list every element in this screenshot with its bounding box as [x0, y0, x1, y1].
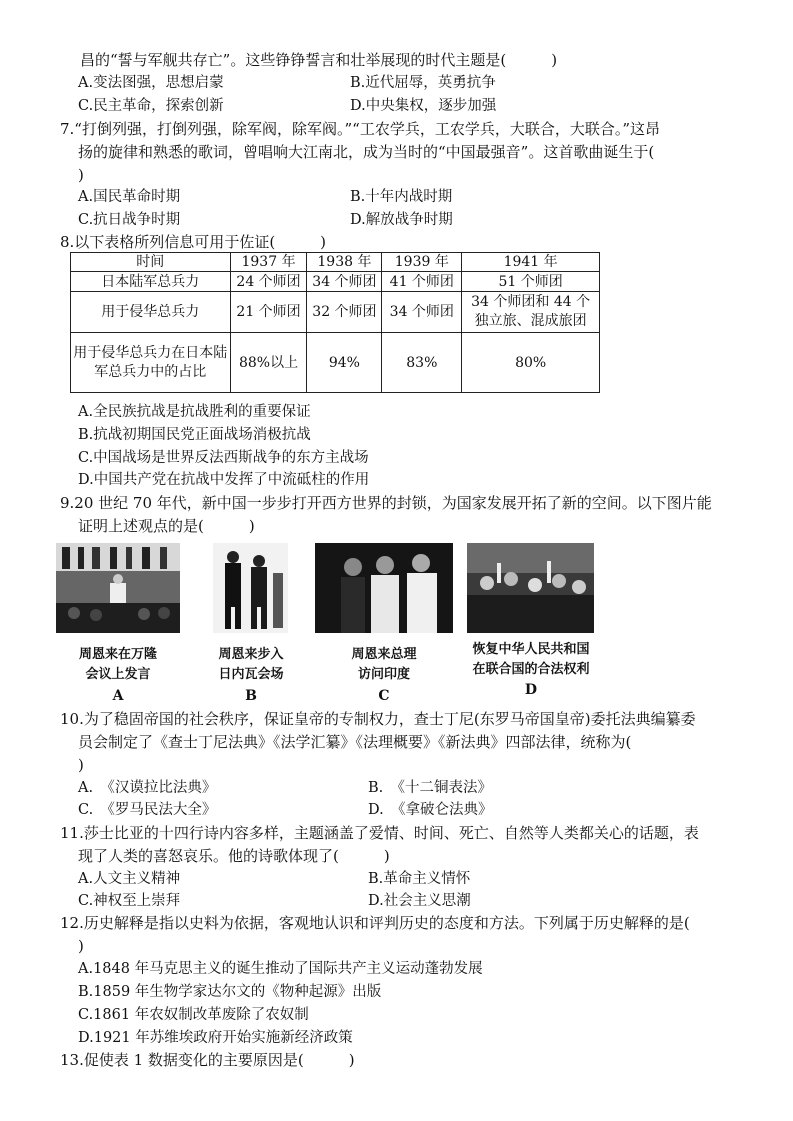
q9-stem-line1: 9.20 世纪 70 年代，新中国一步步打开西方世界的封锁，为国家发展开拓了新的空间。以下图片能: [60, 494, 712, 512]
table-cell: 34 个师团: [382, 292, 462, 333]
q7-option-a[interactable]: A.国民革命时期: [78, 189, 181, 205]
table-cell: 用于侵华总兵力: [71, 292, 231, 333]
q12-stem-line2: ): [78, 937, 84, 955]
q7-option-b[interactable]: B.十年内战时期: [350, 189, 453, 205]
q10-option-b[interactable]: B. 《十二铜表法》: [368, 780, 493, 796]
q6-stem-cont: 昌的“誓与军舰共存亡”。这些铮铮誓言和壮举展现的时代主题是( ): [80, 51, 558, 69]
q10-option-c[interactable]: C. 《罗马民法大全》: [78, 802, 217, 818]
q12-stem-line1: 12.历史解释是指以史料为依据，客观地认识和评判历史的态度和方法。下列属于历史解释的是(: [60, 914, 690, 932]
q8-option-a[interactable]: A.全民族抗战是抗战胜利的重要保证: [78, 404, 311, 420]
q11-stem-line2: 现了人类的喜怒哀乐。他的诗歌体现了( ): [78, 847, 390, 865]
q7-stem-line2: 扬的旋律和熟悉的歌词，曾唱响大江南北，成为当时的“中国最强音”。这首歌曲诞生于(: [78, 143, 655, 161]
table-cell: 用于侵华总兵力在日本陆军总兵力中的占比: [71, 333, 231, 393]
photo-c-letter[interactable]: C: [378, 688, 390, 704]
photo-a-letter[interactable]: A: [112, 688, 124, 704]
table-cell: 34 个师团和 44 个独立旅、混成旅团: [462, 292, 600, 333]
q8-table: [70, 252, 600, 393]
q7-option-c[interactable]: C.抗日战争时期: [78, 212, 181, 228]
table-row: [71, 272, 600, 292]
q11-option-a[interactable]: A.人文主义精神: [78, 871, 181, 887]
photo-b-caption-1: 周恩来步入: [218, 647, 284, 662]
photo-b-caption-2: 日内瓦会场: [218, 667, 284, 682]
photo-a[interactable]: [56, 543, 180, 633]
q8-option-d[interactable]: D.中国共产党在抗战中发挥了中流砥柱的作用: [78, 472, 370, 488]
q12-option-d[interactable]: D.1921 年苏维埃政府开始实施新经济政策: [78, 1030, 353, 1046]
q12-option-b[interactable]: B.1859 年生物学家达尔文的《物种起源》出版: [78, 984, 382, 1000]
q12-option-a[interactable]: A.1848 年马克思主义的诞生推动了国际共产主义运动蓬勃发展: [78, 961, 483, 977]
q11-option-d[interactable]: D.社会主义思潮: [368, 893, 471, 909]
photo-d[interactable]: [467, 543, 594, 633]
q6-option-a[interactable]: A.变法图强，思想启蒙: [78, 75, 224, 91]
q10-stem-line2: 员会制定了《查士丁尼法典》《法学汇纂》《法理概要》《新法典》四部法律，统称为(: [78, 733, 632, 751]
table-cell: 1941 年: [462, 253, 600, 272]
photo-d-letter[interactable]: D: [524, 682, 538, 698]
q10-stem-line1: 10.为了稳固帝国的社会秩序，保证皇帝的专制权力，查士丁尼(东罗马帝国皇帝)委托法典编纂委: [60, 710, 696, 728]
table-cell: 日本陆军总兵力: [71, 272, 231, 292]
photo-c-caption-1: 周恩来总理: [351, 647, 417, 662]
q6-option-d[interactable]: D.中央集权，逐步加强: [350, 98, 497, 114]
table-cell: 1938 年: [307, 253, 382, 272]
photo-c-caption-2: 访问印度: [357, 667, 410, 682]
table-cell: 21 个师团: [230, 292, 307, 333]
q8-option-c[interactable]: C.中国战场是世界反法西斯战争的东方主战场: [78, 450, 369, 466]
q8-stem: 8.以下表格所列信息可用于佐证( ): [60, 233, 327, 251]
q10-option-a[interactable]: A. 《汉谟拉比法典》: [78, 780, 217, 796]
photo-d-caption-2: 在联合国的合法权利: [472, 662, 590, 677]
photo-a-caption-1: 周恩来在万隆: [78, 647, 157, 662]
photo-b-letter[interactable]: B: [245, 688, 257, 704]
q11-stem-line1: 11.莎士比亚的十四行诗内容多样，主题涵盖了爱情、时间、死亡、自然等人类都关心的话题，表: [60, 824, 699, 842]
q10-stem-line3: ): [78, 756, 84, 774]
q11-option-b[interactable]: B.革命主义情怀: [368, 871, 471, 887]
q7-stem-line3: ): [78, 166, 84, 184]
q12-option-c[interactable]: C.1861 年农奴制改革废除了农奴制: [78, 1007, 309, 1023]
table-row: [71, 292, 600, 333]
q10-option-d[interactable]: D. 《拿破仑法典》: [368, 802, 493, 818]
table-row: [71, 333, 600, 393]
q7-stem-line1: 7.“打倒列强，打倒列强，除军阀，除军阀。”“工农学兵，工农学兵，大联合，大联合。”这昂: [60, 120, 660, 138]
table-cell: 83%: [382, 333, 462, 393]
q6-option-c[interactable]: C.民主革命，探索创新: [78, 98, 224, 114]
table-cell: 1939 年: [382, 253, 462, 272]
table-cell: 1937 年: [230, 253, 307, 272]
photo-b[interactable]: [213, 543, 288, 633]
q13-stem: 13.促使表 1 数据变化的主要原因是( ): [60, 1051, 355, 1069]
table-cell: 时间: [71, 253, 231, 272]
photo-a-caption-2: 会议上发言: [85, 667, 151, 682]
q8-option-b[interactable]: B.抗战初期国民党正面战场消极抗战: [78, 427, 311, 443]
table-cell: 34 个师团: [307, 272, 382, 292]
table-cell: 94%: [307, 333, 382, 393]
q11-option-c[interactable]: C.神权至上崇拜: [78, 893, 181, 909]
table-cell: 51 个师团: [462, 272, 600, 292]
table-cell: 24 个师团: [230, 272, 307, 292]
table-cell: 80%: [462, 333, 600, 393]
q9-stem-line2: 证明上述观点的是( ): [78, 517, 255, 535]
photo-c[interactable]: [315, 543, 453, 633]
q7-option-d[interactable]: D.解放战争时期: [350, 212, 453, 228]
table-cell: 32 个师团: [307, 292, 382, 333]
table-cell: 41 个师团: [382, 272, 462, 292]
photo-d-caption-1: 恢复中华人民共和国: [472, 642, 590, 657]
table-header-row: [71, 253, 600, 272]
table-cell: 88%以上: [230, 333, 307, 393]
q6-option-b[interactable]: B.近代屈辱，英勇抗争: [350, 75, 496, 91]
